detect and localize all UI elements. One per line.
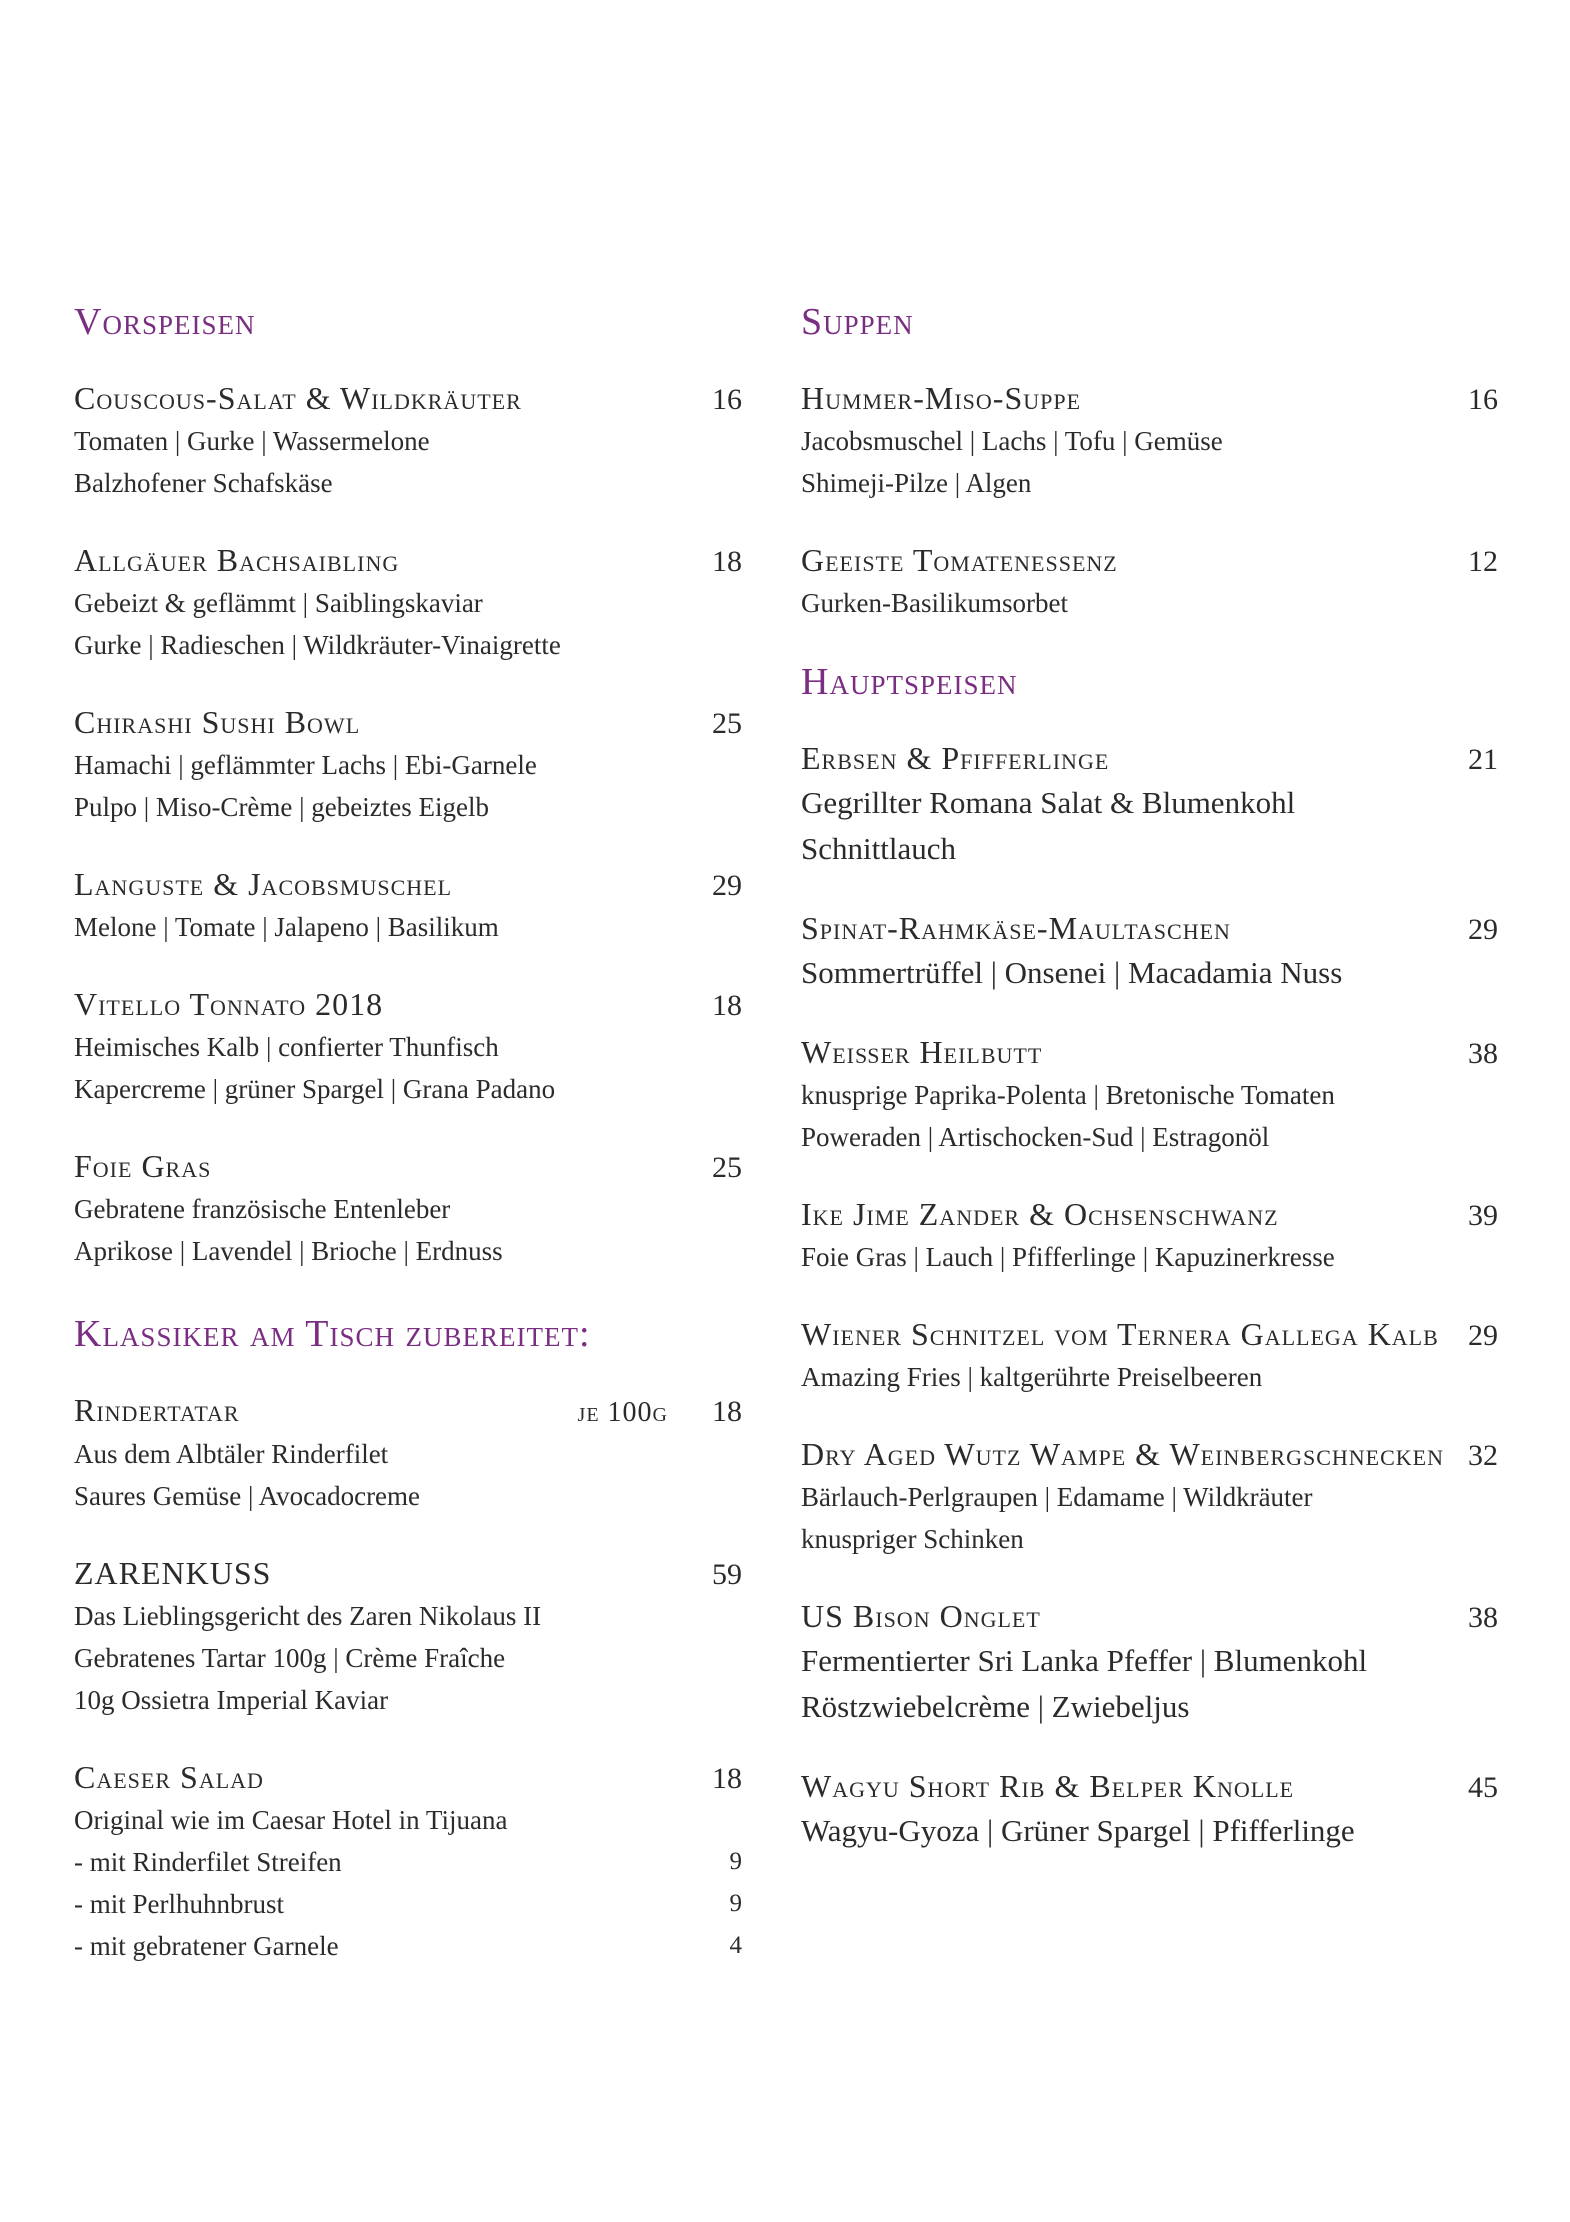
description-line: Amazing Fries | kaltgerührte Preiselbeeren (801, 1362, 1263, 1392)
menu-item-name: Caeser Salad (74, 1759, 264, 1795)
menu-item-name: Couscous-Salat & Wildkräuter (74, 380, 522, 416)
section-title: Klassiker am Tisch zubereitet: (74, 1313, 591, 1355)
menu-item-price: 18 (712, 989, 742, 1022)
menu-item-rindertatar (74, 1390, 742, 1517)
menu-item-geeiste-tomatenessenz (801, 540, 1498, 624)
menu-item-vitello-tonnato-2018 (74, 984, 742, 1110)
menu-item-name: Allgäuer Bachsaibling (74, 542, 400, 578)
menu-item-price: 32 (1468, 1439, 1498, 1472)
menu-item-description (801, 1356, 1498, 1398)
menu-item-ike-jime-zander-ochsenschwanz (801, 1194, 1498, 1278)
menu-item-name: Rindertatar (74, 1392, 240, 1428)
menu-item-price: 38 (1468, 1037, 1498, 1070)
menu-item-header (801, 908, 1498, 950)
menu-item-extra (74, 1883, 742, 1925)
menu-item-price: 25 (712, 707, 742, 740)
menu-item-zarenkuss (74, 1553, 742, 1721)
menu-item-price: 18 (712, 1762, 742, 1795)
description-line: Schnittlauch (801, 831, 956, 866)
menu-item-name: Wiener Schnitzel vom Ternera Gallega Kalb (801, 1316, 1439, 1352)
description-line: Gurke | Radieschen | Wildkräuter-Vinaigrette (74, 630, 561, 660)
menu-item-description (801, 1808, 1498, 1854)
menu-item-couscous-salat-wildkrauter (74, 378, 742, 504)
extra-label: - mit Perlhuhnbrust (74, 1889, 284, 1919)
menu-item-header (74, 864, 742, 906)
menu-item-name: Chirashi Sushi Bowl (74, 704, 361, 740)
menu-item-description (801, 950, 1498, 996)
menu-item-header (74, 1390, 742, 1433)
description-line: Saures Gemüse | Avocadocreme (74, 1481, 421, 1511)
menu-item-description (801, 1638, 1498, 1730)
description-line: Aprikose | Lavendel | Brioche | Erdnuss (74, 1236, 503, 1266)
menu-item-header (74, 378, 742, 420)
description-line: Shimeji-Pilze | Algen (801, 468, 1032, 498)
menu-item-price: 16 (712, 383, 742, 416)
description-line: Original wie im Caesar Hotel in Tijuana (74, 1805, 508, 1835)
description-line: Pulpo | Miso-Crème | gebeiztes Eigelb (74, 792, 489, 822)
menu-item-price: 21 (1468, 743, 1498, 776)
menu-item-wiener-schnitzel-vom-ternera-gallega-kalb (801, 1314, 1498, 1398)
menu-item-description (74, 906, 742, 948)
menu-item-caeser-salad (74, 1757, 742, 1967)
menu-item-name: Erbsen & Pfifferlinge (801, 740, 1110, 776)
menu-item-name: Spinat-Rahmkäse-Maultaschen (801, 910, 1231, 946)
menu-item-description (801, 1074, 1498, 1158)
menu-item-header (801, 1314, 1498, 1356)
menu-item-extra (74, 1841, 742, 1883)
menu-item-extra (74, 1925, 742, 1967)
description-line: knuspriger Schinken (801, 1524, 1024, 1554)
menu-item-description (74, 1188, 742, 1272)
menu-item-price: 38 (1468, 1601, 1498, 1634)
menu-item-dry-aged-wutz-wampe-weinbergschnecken (801, 1434, 1498, 1560)
menu-item-price: 45 (1468, 1771, 1498, 1804)
menu-item-us-bison-onglet (801, 1596, 1498, 1730)
menu-item-description (801, 780, 1498, 872)
menu-item-name: Ike Jime Zander & Ochsenschwanz (801, 1196, 1279, 1232)
menu-item-name: Wagyu Short Rib & Belper Knolle (801, 1768, 1295, 1804)
description-line: Aus dem Albtäler Rinderfilet (74, 1439, 389, 1469)
description-line: Fermentierter Sri Lanka Pfeffer | Blumenkohl (801, 1643, 1368, 1678)
menu-item-price: 29 (1468, 913, 1498, 946)
menu-item-hummer-miso-suppe (801, 378, 1498, 504)
menu-item-chirashi-sushi-bowl (74, 702, 742, 828)
menu-item-name: US Bison Onglet (801, 1598, 1041, 1634)
description-line: Kapercreme | grüner Spargel | Grana Padano (74, 1074, 556, 1104)
description-line: Gurken-Basilikumsorbet (801, 588, 1068, 618)
menu-item-header (801, 738, 1498, 780)
description-line: knusprige Paprika-Polenta | Bretonische Tomaten (801, 1080, 1335, 1110)
menu-item-price: 59 (712, 1558, 742, 1591)
menu-item-unit: je 100g (577, 1397, 668, 1428)
menu-item-header (74, 984, 742, 1026)
menu-item-price: 18 (712, 1395, 742, 1428)
menu-item-name: Vitello Tonnato 2018 (74, 986, 384, 1022)
menu-item-wagyu-short-rib-belper-knolle (801, 1766, 1498, 1854)
description-line: Jacobsmuschel | Lachs | Tofu | Gemüse (801, 426, 1223, 456)
description-line: Poweraden | Artischocken-Sud | Estragonöl (801, 1122, 1270, 1152)
menu-item-description (801, 582, 1498, 624)
menu-item-header (801, 1766, 1498, 1808)
description-line: Tomaten | Gurke | Wassermelone (74, 426, 430, 456)
menu-item-foie-gras (74, 1146, 742, 1272)
description-line: 10g Ossietra Imperial Kaviar (74, 1685, 389, 1715)
menu-item-header (74, 540, 742, 582)
menu-item-price: 12 (1468, 545, 1498, 578)
extra-price: 9 (729, 1890, 742, 1917)
menu-item-name: Foie Gras (74, 1148, 212, 1184)
menu-item-spinat-rahmkase-maultaschen (801, 908, 1498, 996)
menu-item-header (801, 1434, 1498, 1476)
menu-item-languste-jacobsmuschel (74, 864, 742, 948)
extra-label: - mit gebratener Garnele (74, 1931, 339, 1961)
menu-item-header (74, 1146, 742, 1188)
extra-price: 9 (729, 1848, 742, 1875)
menu-item-header (801, 540, 1498, 582)
menu-item-price: 29 (1468, 1319, 1498, 1352)
description-line: Gegrillter Romana Salat & Blumenkohl (801, 785, 1296, 820)
menu-item-description (801, 420, 1498, 504)
section-title: Suppen (801, 301, 914, 343)
section-title: Vorspeisen (74, 301, 256, 343)
description-line: Gebeizt & geflämmt | Saiblingskaviar (74, 588, 483, 618)
extra-label: - mit Rinderfilet Streifen (74, 1847, 342, 1877)
menu-item-description (801, 1476, 1498, 1560)
menu-item-name: Languste & Jacobsmuschel (74, 866, 453, 902)
menu-item-header (801, 378, 1498, 420)
menu-item-price: 18 (712, 545, 742, 578)
menu-item-price: 29 (712, 869, 742, 902)
description-line: Heimisches Kalb | confierter Thunfisch (74, 1032, 499, 1062)
menu-item-name: Geeiste Tomatenessenz (801, 542, 1118, 578)
menu-item-description (74, 1433, 742, 1517)
description-line: Gebratenes Tartar 100g | Crème Fraîche (74, 1643, 506, 1673)
menu-item-header (74, 1553, 742, 1595)
right-column (801, 300, 1498, 1890)
menu-item-header (801, 1032, 1498, 1074)
menu-item-name: Weißer Heilbutt (801, 1034, 1043, 1070)
section-title: Hauptspeisen (801, 661, 1018, 703)
menu-item-description (74, 1026, 742, 1110)
menu-item-price: 39 (1468, 1199, 1498, 1232)
description-line: Wagyu-Gyoza | Grüner Spargel | Pfifferlinge (801, 1813, 1355, 1848)
left-column (74, 300, 742, 2003)
menu-item-description (74, 744, 742, 828)
description-line: Melone | Tomate | Jalapeno | Basilikum (74, 912, 499, 942)
menu-item-erbsen-pfifferlinge (801, 738, 1498, 872)
description-line: Sommertrüffel | Onsenei | Macadamia Nuss (801, 955, 1343, 990)
menu-item-header (74, 702, 742, 744)
menu-item-price: 16 (1468, 383, 1498, 416)
description-line: Das Lieblingsgericht des Zaren Nikolaus II (74, 1601, 542, 1631)
menu-item-header (74, 1757, 742, 1799)
description-line: Hamachi | geflämmter Lachs | Ebi-Garnele (74, 750, 537, 780)
description-line: Gebratene französische Entenleber (74, 1194, 451, 1224)
menu-item-name: ZARENKUSS (74, 1555, 272, 1591)
menu-item-allgauer-bachsaibling (74, 540, 742, 666)
description-line: Balzhofener Schafskäse (74, 468, 333, 498)
menu-item-name: Dry Aged Wutz Wampe & Weinbergschnecken (801, 1436, 1445, 1472)
menu-item-description (74, 420, 742, 504)
menu-item-header (801, 1596, 1498, 1638)
menu-item-header (801, 1194, 1498, 1236)
description-line: Bärlauch-Perlgraupen | Edamame | Wildkräuter (801, 1482, 1313, 1512)
menu-item-description (74, 1799, 742, 1841)
menu-item-weisser-heilbutt (801, 1032, 1498, 1158)
description-line: Foie Gras | Lauch | Pfifferlinge | Kapuzinerkresse (801, 1242, 1335, 1272)
description-line: Röstzwiebelcrème | Zwiebeljus (801, 1689, 1190, 1724)
menu-item-description (74, 582, 742, 666)
menu-item-price: 25 (712, 1151, 742, 1184)
menu-item-name: Hummer-Miso-Suppe (801, 380, 1082, 416)
extra-price: 4 (729, 1932, 742, 1959)
menu-item-description (801, 1236, 1498, 1278)
menu-item-description (74, 1595, 742, 1721)
